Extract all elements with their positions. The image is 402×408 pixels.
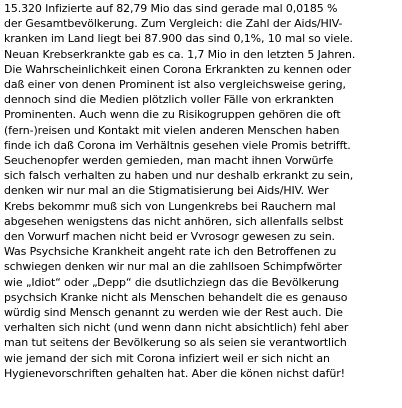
text-line: denken wir nur mal an die Stigmatisierung bei Aids/HIV. Wer [4, 184, 329, 198]
text-line: daß einer von denen Prominent ist also vergleichsweise gering, [4, 78, 346, 92]
text-line: 15.320 Infizierte auf 82,79 Mio das sind gerade mal 0,0185 % [4, 2, 338, 15]
text-line: den Vorwurf machen nicht beid er Vvrosogr gewesen zu sein. [4, 230, 335, 244]
text-line: würdig sind Mensch genannt zu werden wie der Rest auch. Die [4, 306, 343, 320]
text-line: finde ich daß Corona im Verhältnis gesehen viele Promis betrifft. [4, 138, 351, 152]
text-line: verhalten sich nicht (und wenn dann nicht absichtlich) fehl aber [4, 321, 349, 335]
text-line: Seuchenopfer werden gemieden, man macht ihnen Vorwürfe [4, 154, 334, 168]
text-line: Krebs bekommr muß sich von Lungenkrebs bei Rauchern mal [4, 199, 336, 213]
text-line: der Gesamtbevölkerung. Zum Vergleich: die Zahl der Aids/HIV- [4, 17, 343, 31]
text-line: abgesehen wenigstens das nicht anhören, sich allenfalls selbst [4, 214, 344, 228]
text-line: man tut seitens der Bevölkerung so als seien sie verantwortlich [4, 336, 347, 350]
document-text [4, 1, 400, 381]
text-line: psychsich Kranke nicht als Menschen behandelt die es genauso [4, 290, 348, 304]
text-line: Hygienevorschriften gehalten hat. Aber die könen nichst dafür! [4, 366, 345, 380]
text-line: wie jemand der sich mit Corona infiziert weil er sich nicht an [4, 351, 330, 365]
text-line: Neuan Krebserkrankte gab es ca. 1,7 Mio in den letzten 5 Jahren. [4, 47, 356, 61]
text-line: schwiegen denken wir nur mal an die zahllsoen Schimpfwörter [4, 260, 342, 274]
text-line: Die Wahrscheinlichkeit einen Corona Erkrankten zu kennen oder [4, 62, 351, 76]
text-line: kranken im Land liegt bei 87.900 das sind 0,1%, 10 mal so viele. [4, 32, 353, 46]
text-line: dennoch sind die Medien plötzlich voller Fälle von erkrankten [4, 93, 334, 107]
text-line: wie „Idiot“ oder „Depp“ die dsutlichziegn das die Bevölkerung [4, 275, 339, 289]
text-line: Prominenten. Auch wenn die zu Risikogruppen gehören die oft [4, 108, 341, 122]
text-line: Was Psychsiche Krankheit angeht rate ich den Betroffenen zu [4, 245, 337, 259]
text-line: sich falsch verhalten zu haben und nur deshalb erkrankt zu sein, [4, 169, 354, 183]
text-line: (fern-)reisen und Kontakt mit vielen anderen Menschen haben [4, 123, 340, 137]
